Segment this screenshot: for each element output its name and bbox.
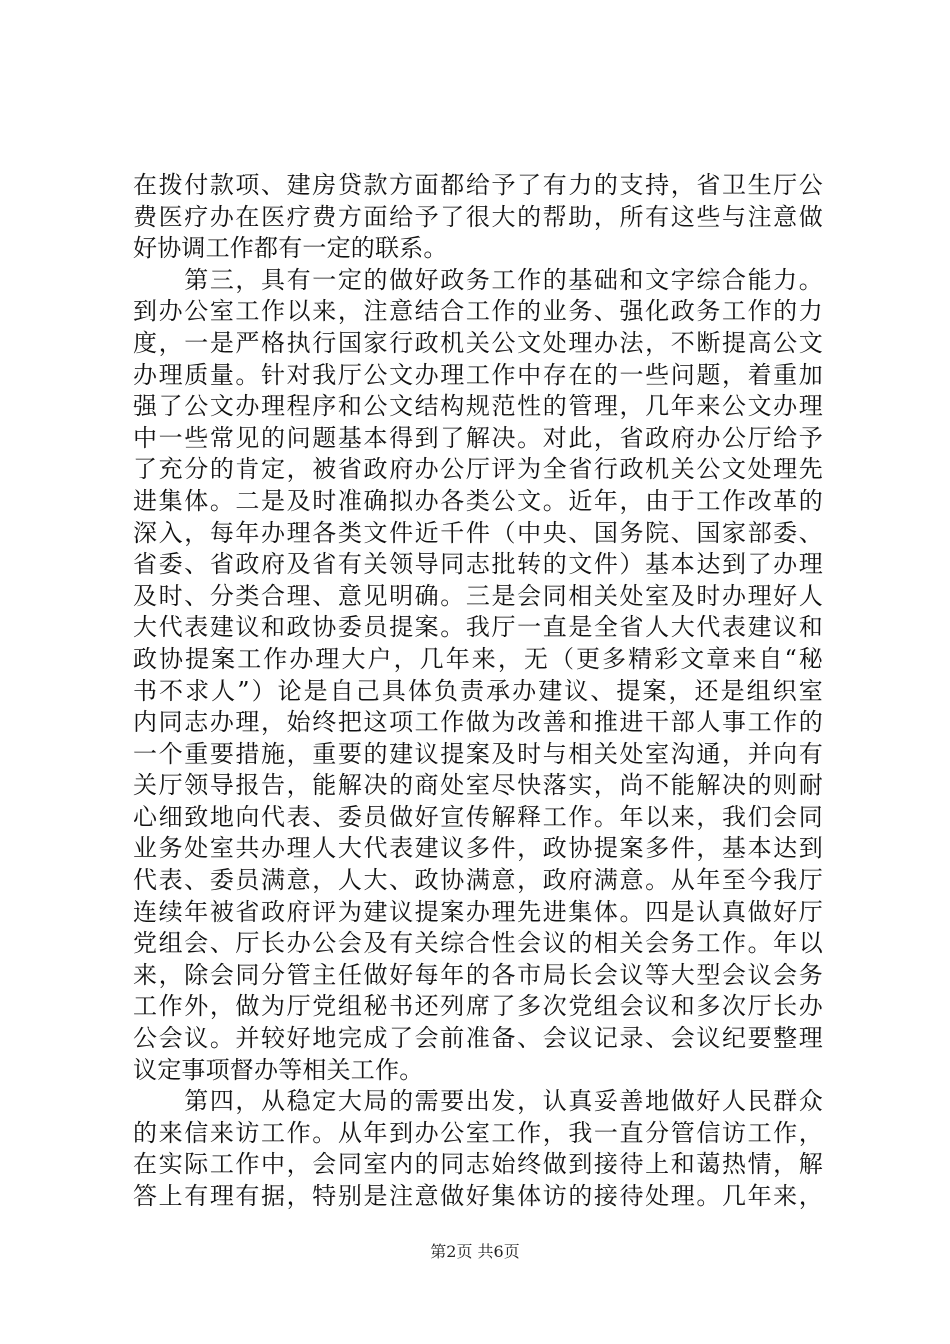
text-line: 好协调工作都有一定的联系。 xyxy=(133,234,448,263)
text-line: 办理质量。针对我厅公文办理工作中存在的一些问题，着重加 xyxy=(133,360,823,389)
text-line: 及时、分类合理、意见明确。三是会同相关处室及时办理好人 xyxy=(133,581,823,610)
text-line: 连续年被省政府评为建议提案办理先进集体。四是认真做好厅 xyxy=(133,897,823,926)
text-line: 代表、委员满意，人大、政协满意，政府满意。从年至今我厅 xyxy=(133,866,823,895)
text-line: 第三，具有一定的做好政务工作的基础和文字综合能力。 xyxy=(133,265,823,294)
page-footer: 第2页 共6页 xyxy=(430,1242,520,1261)
text-line: 省委、省政府及省有关领导同志批转的文件）基本达到了办理 xyxy=(133,550,823,579)
text-line: 度，一是严格执行国家行政机关公文处理办法，不断提高公文 xyxy=(133,328,823,357)
text-line: 心细致地向代表、委员做好宣传解释工作。年以来，我们会同 xyxy=(133,802,823,831)
body-text xyxy=(133,170,823,1213)
text-line: 工作外，做为厅党组秘书还列席了多次党组会议和多次厅长办 xyxy=(133,992,823,1021)
text-line: 内同志办理，始终把这项工作做为改善和推进干部人事工作的 xyxy=(133,708,823,737)
text-line: 在实际工作中，会同室内的同志始终做到接待上和蔼热情，解 xyxy=(133,1150,823,1179)
text-line: 深入，每年办理各类文件近千件（中央、国务院、国家部委、 xyxy=(133,518,823,547)
text-line: 关厅领导报告，能解决的商处室尽快落实，尚不能解决的则耐 xyxy=(133,771,823,800)
text-line: 答上有理有据，特别是注意做好集体访的接待处理。几年来， xyxy=(133,1182,823,1210)
text-line: 了充分的肯定，被省政府办公厅评为全省行政机关公文处理先 xyxy=(133,455,823,484)
text-line: 党组会、厅长办公会及有关综合性会议的相关会务工作。年以 xyxy=(133,929,823,958)
text-line: 到办公室工作以来，注意结合工作的业务、强化政务工作的力 xyxy=(133,297,823,326)
text-line: 一个重要措施，重要的建议提案及时与相关处室沟通，并向有 xyxy=(133,739,823,768)
text-line: 来，除会同分管主任做好每年的各市局长会议等大型会议会务 xyxy=(133,960,823,989)
text-line: 公会议。并较好地完成了会前准备、会议记录、会议纪要整理 xyxy=(133,1024,823,1053)
text-line: 书不求人”）论是自己具体负责承办建议、提案，还是组织室 xyxy=(133,676,823,705)
text-line: 中一些常见的问题基本得到了解决。对此，省政府办公厅给予 xyxy=(133,423,823,452)
text-line: 进集体。二是及时准确拟办各类公文。近年，由于工作改革的 xyxy=(133,486,823,515)
text-line: 政协提案工作办理大户，几年来，无（更多精彩文章来自“秘 xyxy=(133,644,823,673)
text-line: 议定事项督办等相关工作。 xyxy=(133,1055,424,1084)
text-line: 大代表建议和政协委员提案。我厅一直是全省人大代表建议和 xyxy=(133,613,823,642)
text-line: 的来信来访工作。从年到办公室工作，我一直分管信访工作， xyxy=(133,1118,823,1147)
text-line: 费医疗办在医疗费方面给予了很大的帮助，所有这些与注意做 xyxy=(133,202,823,231)
text-line: 第四，从稳定大局的需要出发，认真妥善地做好人民群众 xyxy=(133,1087,823,1116)
text-line: 在拨付款项、建房贷款方面都给予了有力的支持，省卫生厅公 xyxy=(133,171,823,199)
text-line: 强了公文办理程序和公文结构规范性的管理，几年来公文办理 xyxy=(133,392,823,421)
text-line: 业务处室共办理人大代表建议多件，政协提案多件，基本达到 xyxy=(133,834,823,863)
